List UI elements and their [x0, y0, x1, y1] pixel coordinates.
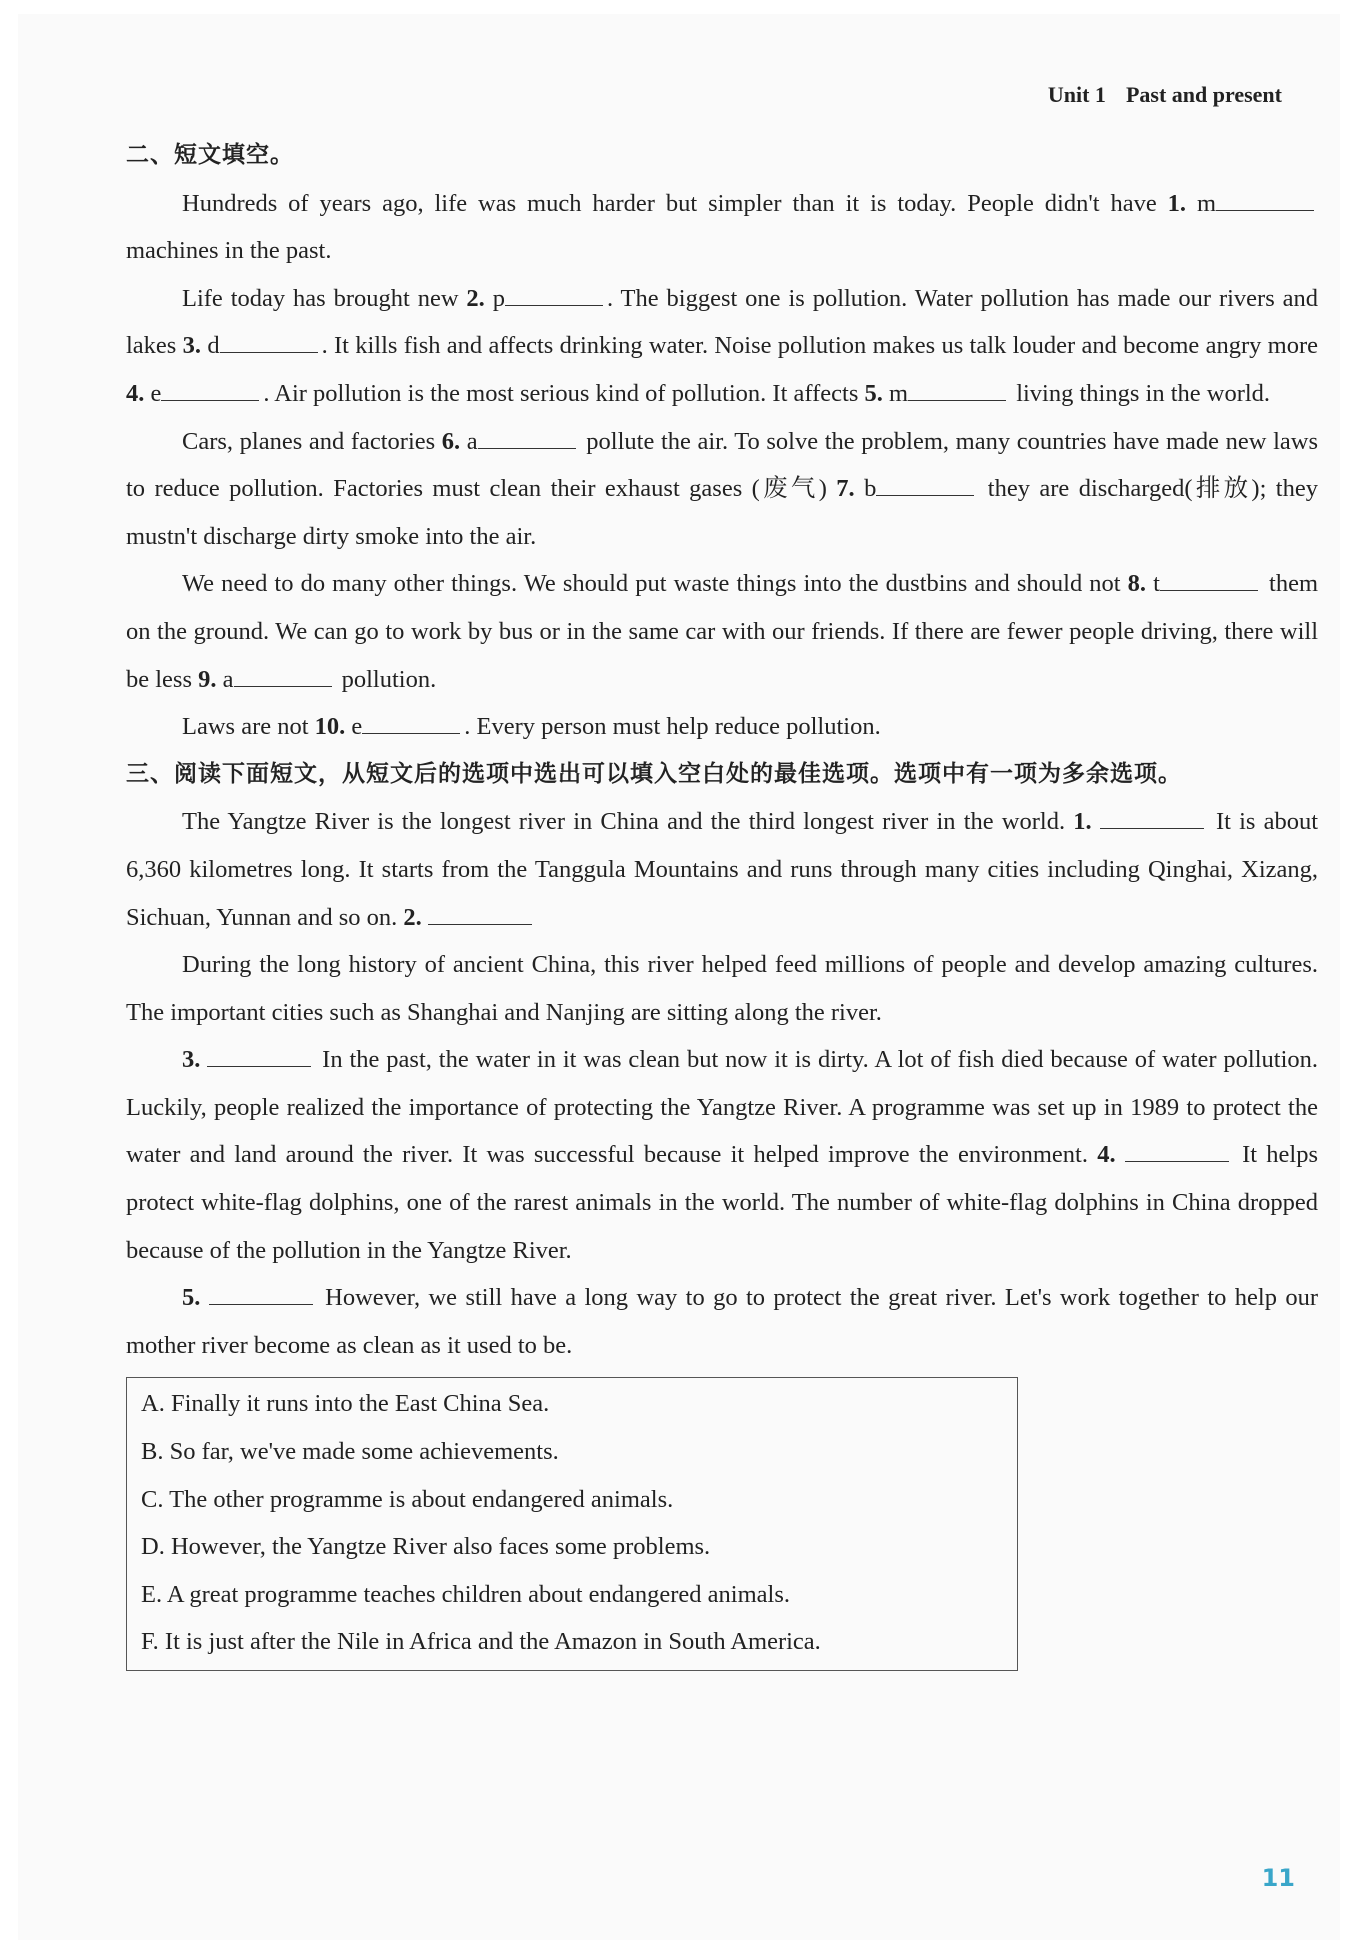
blank-number-8: 8. — [1127, 570, 1147, 598]
blank-4[interactable] — [161, 378, 259, 401]
option-e: E. A great programme teaches children about endangered animals. — [141, 1580, 790, 1608]
blank-1[interactable] — [1216, 188, 1314, 211]
blank-number-2: 2. — [403, 903, 422, 931]
blank-6[interactable] — [478, 426, 576, 449]
section-3-title: 三、阅读下面短文，从短文后的选项中选出可以填入空白处的最佳选项。选项中有一项为多余选项。 — [126, 760, 1182, 787]
text: We need to do many other things. We should put waste things into the dustbins and should not — [182, 570, 1128, 598]
option-c: C. The other programme is about endangered animals. — [141, 1485, 674, 1513]
content — [126, 132, 1318, 1671]
blank-number-5: 5. — [182, 1284, 201, 1312]
unit-title: Past and present — [1125, 82, 1282, 107]
blank-number-1: 1. — [1167, 189, 1187, 217]
blank-number-2: 2. — [466, 284, 485, 312]
blank-letter: m — [1196, 189, 1217, 217]
text: machines in the past. — [126, 237, 332, 265]
blank-number-9: 9. — [198, 665, 217, 693]
unit-label: Unit 1 — [1047, 82, 1106, 107]
text: pollution. — [335, 665, 437, 693]
text: . The biggest one is pollution. Water pollution has made our rivers and lakes — [126, 284, 1319, 360]
blank-2[interactable] — [505, 283, 603, 306]
text: Laws are not — [182, 713, 315, 741]
blank-9[interactable] — [234, 664, 332, 687]
text: pollute the air. To solve the problem, many countries have made new laws to reduce pollution. Factories must clean their exhaust gases (废气) — [126, 427, 1318, 503]
blank-letter: e — [150, 379, 162, 407]
option-a: A. Finally it runs into the East China Sea. — [141, 1390, 550, 1418]
s3-paragraph-3 — [126, 1036, 1318, 1274]
blank-letter: e — [351, 713, 363, 741]
s3-paragraph-1 — [126, 798, 1318, 941]
blank-10[interactable] — [362, 711, 460, 734]
blank-8[interactable] — [1160, 568, 1258, 591]
s2-paragraph-5 — [126, 703, 1318, 751]
blank-letter: b — [864, 475, 877, 503]
blank-number-3: 3. — [182, 1046, 201, 1074]
blank-2[interactable] — [428, 902, 532, 925]
blank-letter: d — [207, 332, 220, 360]
text: The Yangtze River is the longest river in China and the third longest river in the world. — [182, 808, 1074, 836]
blank-number-4: 4. — [126, 379, 145, 407]
s3-paragraph-4 — [126, 1274, 1318, 1369]
blank-3[interactable] — [220, 330, 318, 353]
blank-letter: a — [222, 665, 234, 693]
text: Cars, planes and factories — [182, 427, 442, 455]
text: Life today has brought new — [182, 284, 467, 312]
option-d: D. However, the Yangtze River also faces some problems. — [141, 1533, 711, 1561]
blank-letter: p — [492, 284, 505, 312]
blank-5[interactable] — [908, 378, 1006, 401]
text: . It kills fish and affects drinking water. Noise pollution makes us talk louder and become angry more — [321, 332, 1319, 360]
blank-4[interactable] — [1125, 1139, 1229, 1162]
blank-5[interactable] — [209, 1282, 313, 1305]
text: they are discharged(排放); they mustn't discharge dirty smoke into the air. — [126, 475, 1318, 550]
page-header — [1048, 82, 1282, 108]
blank-3[interactable] — [207, 1044, 311, 1067]
blank-number-3: 3. — [182, 332, 202, 360]
s2-paragraph-4 — [126, 560, 1318, 703]
s2-paragraph-2 — [126, 275, 1318, 418]
blank-number-7: 7. — [836, 475, 855, 503]
text: It helps protect white-flag dolphins, one of the rarest animals in the world. The number of white-flag dolphins in China dropped because of the pollution in the Yangtze River. — [126, 1141, 1318, 1264]
page-number: 11 — [1261, 1864, 1295, 1892]
options-box — [126, 1377, 1018, 1671]
option-b: B. So far, we've made some achievements. — [141, 1438, 559, 1466]
s2-paragraph-1 — [126, 180, 1318, 275]
text: Hundreds of years ago, life was much harder but simpler than it is today. People didn't have — [182, 189, 1168, 217]
text: them on the ground. We can go to work by bus or in the same car with our friends. If there are fewer people driving, there will be less — [126, 570, 1319, 693]
section-2-title: 二、短文填空。 — [126, 142, 294, 168]
blank-letter: t — [1153, 570, 1160, 598]
text: . Air pollution is the most serious kind of pollution. It affects — [263, 379, 865, 407]
text: However, we still have a long way to go to protect the great river. Let's work together to help our mother river become as clean as it used to be. — [126, 1284, 1318, 1359]
s3-paragraph-2: During the long history of ancient China, this river helped feed millions of people and develop amazing cultures. The important cities such as Shanghai and Nanjing are sitting along the river. — [126, 951, 1318, 1026]
blank-1[interactable] — [1100, 806, 1204, 829]
text: In the past, the water in it was clean but now it is dirty. A lot of fish died because of water pollution. Luckily, people realized the importance of protecting the Yangtze River. A programme was set up in 1989 to protect the water and land around the river. It was successful because it helped improve the environment. — [126, 1046, 1318, 1169]
blank-number-10: 10. — [314, 713, 346, 741]
text: . Every person must help reduce pollution. — [464, 713, 881, 741]
text: It is about 6,360 kilometres long. It starts from the Tanggula Mountains and runs through many cities including Qinghai, Xizang, Sichuan, Yunnan and so on. — [126, 808, 1318, 931]
blank-letter: a — [466, 427, 478, 455]
option-f: F. It is just after the Nile in Africa and the Amazon in South America. — [141, 1628, 821, 1656]
page — [18, 14, 1340, 1940]
text: living things in the world. — [1010, 379, 1271, 407]
blank-number-5: 5. — [864, 379, 883, 407]
blank-7[interactable] — [876, 473, 974, 496]
blank-number-1: 1. — [1073, 808, 1092, 836]
blank-number-4: 4. — [1097, 1141, 1116, 1169]
blank-number-6: 6. — [441, 427, 461, 455]
blank-letter: m — [889, 379, 909, 407]
s2-paragraph-3 — [126, 418, 1318, 561]
